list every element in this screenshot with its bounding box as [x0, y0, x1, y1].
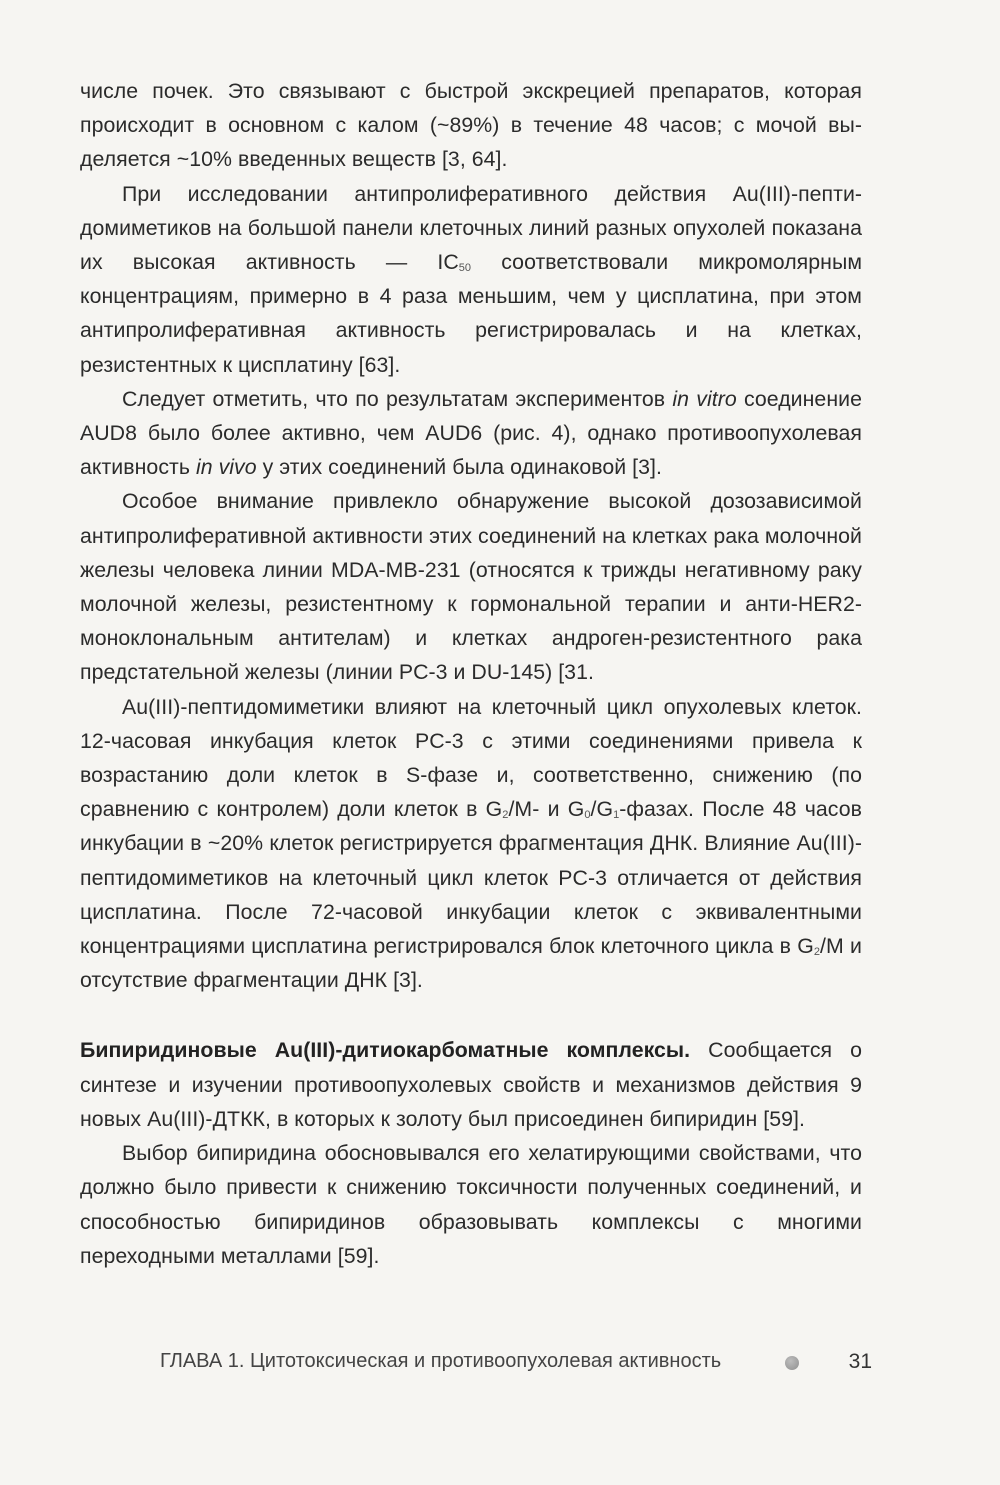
- paragraph-3-part-c: у этих соединений была одинаковой [3].: [256, 455, 662, 480]
- in-vitro-italic: in vitro: [672, 386, 737, 411]
- in-vivo-italic: in vivo: [195, 455, 257, 480]
- paragraph-3: [80, 382, 862, 485]
- ic50-subscript: 50: [458, 261, 472, 274]
- paragraph-5-part-d: -фазах. После 48 часов инкубации в ~20% клеток регистрируется фрагментация ДНК. Влияние Au(III)-пептидомиметиков на клеточный цикл клеток PC-3 отличается от действия цисплатина. После 72-часовой инкубации клеток с эквивалентными концентрациями цисплатина регистрировался блок клеточного цикла в G: [80, 797, 862, 959]
- paragraph-5-part-c: /G: [590, 797, 614, 822]
- g2-subscript-second: 2: [813, 945, 821, 958]
- paragraph-7: Выбор бипиридина обосновывался его хелатирующими свойствами, что должно было привести к снижению токсичности полученных соединений, и способностью бипиридинов образовывать комплексы с многими переходными металлами [59].: [80, 1141, 862, 1268]
- paragraph-6-text: Сообщается о синтезе и изучении противоопухолевых свойств и механизмов действия 9 новых Au(III)-ДТКК, в которых к золоту был присоединен бипиридин [59].: [80, 1038, 862, 1131]
- section-title: Бипиридиновые Au(III)-дитиокарбоматные комплексы.: [80, 1038, 691, 1063]
- paragraph-3-part-a: Следует отметить, что по результатам экспериментов: [122, 386, 673, 411]
- paragraph-2: [80, 177, 862, 382]
- paragraph-6: [80, 1033, 862, 1136]
- page-number: 31: [848, 1350, 872, 1373]
- paragraph-4: Особое внимание привлекло обнаружение высокой дозозависимой антипролиферативной активности этих соединений на клетках рака молочной железы человека линии MDA-MB-231 (относятся к трижды негативному раку молочной железы, резистентному к гормональной терапии и анти-HER2-моноклональным антителам) и клетках андроген-резистентного рака предстательной железы (линии PC-3 и DU-145) [31.: [80, 489, 862, 685]
- footer-dot-icon: [785, 1356, 799, 1370]
- paragraph-3-part-b: соединение AUD8 было более активно, чем AUD6 (рис. 4), однако противоопухолевая активность: [80, 386, 862, 480]
- paragraph-5-part-b: /M- и G: [508, 797, 585, 822]
- paragraph-2-part-a: При исследовании антипролиферативного действия Au(III)-пептидомиметиков на большой панели клеточных линий разных опухолей показана их высокая активность — IC: [80, 181, 862, 275]
- g0-subscript: 0: [584, 808, 591, 821]
- paragraph-5-part-a: Au(III)-пептидомиметики влияют на клеточный цикл опухолевых клеток. 12-часовая инкубация клеток PC-3 с этими соединениями привела к возрастанию доли клеток в S-фазе и, соответственно, снижению (по сравнению с контролем) доли клеток в G: [80, 694, 862, 822]
- page-footer: [160, 1350, 872, 1380]
- paragraph-2-part-b: соответствовали микромолярным концентрациям, примерно в 4 раза меньшим, чем у цисплатина, при этом антипролиферативная активность регистрировалась и на клетках, резистентных к цисплатину [63].: [80, 250, 863, 377]
- paragraph-5-part-e: /M и отсутствие фрагментации ДНК [3].: [80, 934, 863, 993]
- g1-subscript: 1: [613, 808, 620, 821]
- footer-chapter-title: ГЛАВА 1. Цитотоксическая и противоопухолевая активность: [160, 1350, 722, 1372]
- paragraph-5: [80, 690, 862, 998]
- paragraph-1: числе почек. Это связывают с быстрой экскрецией препаратов, которая происходит в основном с калом (~89%) в течение 48 часов; с мочой выделяется ~10% введенных веществ [3, 64].: [80, 79, 862, 172]
- g2-subscript: 2: [502, 808, 509, 821]
- bipyridine-section: [80, 1033, 862, 1272]
- page-body: [80, 74, 862, 1273]
